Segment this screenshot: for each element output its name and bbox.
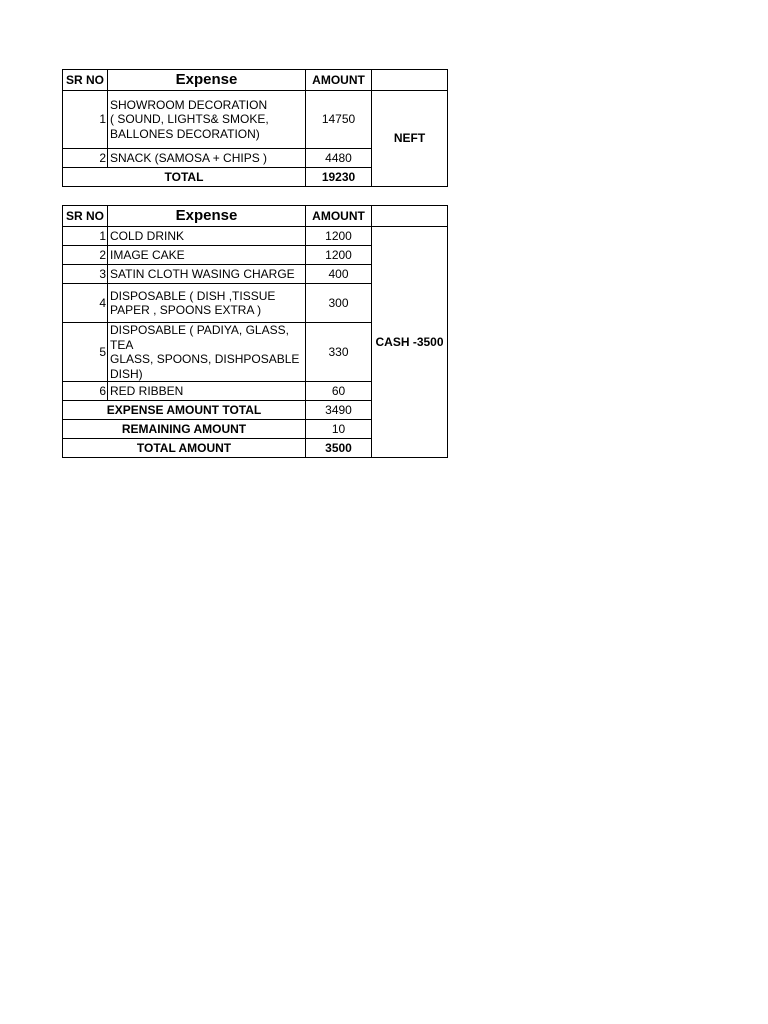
row-amount: 400 (306, 265, 372, 284)
row-sr-no: 1 (63, 91, 108, 149)
total-value: 19230 (306, 168, 372, 187)
total-label: TOTAL (63, 168, 306, 187)
row-description: DISPOSABLE ( PADIYA, GLASS, TEA GLASS, SPOONS, DISHPOSABLE DISH) (108, 323, 306, 382)
row-description: SATIN CLOTH WASING CHARGE (108, 265, 306, 284)
remaining-amount-value: 10 (306, 420, 372, 439)
expense-table-cash (62, 205, 448, 458)
header-mode (372, 70, 448, 91)
expense-total-label: EXPENSE AMOUNT TOTAL (63, 401, 306, 420)
header-mode (372, 206, 448, 227)
row-sr-no: 2 (63, 246, 108, 265)
row-amount: 4480 (306, 149, 372, 168)
row-sr-no: 5 (63, 323, 108, 382)
row-description: RED RIBBEN (108, 382, 306, 401)
header-amount: AMOUNT (306, 206, 372, 227)
expense-total-value: 3490 (306, 401, 372, 420)
row-description: SHOWROOM DECORATION ( SOUND, LIGHTS& SMOKE, BALLONES DECORATION) (108, 91, 306, 149)
payment-mode-label: CASH -3500 (372, 227, 448, 458)
remaining-amount-label: REMAINING AMOUNT (63, 420, 306, 439)
row-sr-no: 2 (63, 149, 108, 168)
total-amount-label: TOTAL AMOUNT (63, 439, 306, 458)
row-description: SNACK (SAMOSA + CHIPS ) (108, 149, 306, 168)
total-amount-value: 3500 (306, 439, 372, 458)
row-amount: 1200 (306, 227, 372, 246)
row-sr-no: 1 (63, 227, 108, 246)
header-sr-no: SR NO (63, 70, 108, 91)
row-sr-no: 4 (63, 284, 108, 323)
row-description: COLD DRINK (108, 227, 306, 246)
payment-mode-label: NEFT (372, 91, 448, 187)
table-row (63, 227, 448, 246)
expense-table-neft (62, 69, 448, 187)
header-expense: Expense (108, 70, 306, 91)
row-amount: 330 (306, 323, 372, 382)
header-sr-no: SR NO (63, 206, 108, 227)
row-amount: 60 (306, 382, 372, 401)
row-amount: 1200 (306, 246, 372, 265)
row-sr-no: 3 (63, 265, 108, 284)
row-amount: 300 (306, 284, 372, 323)
header-expense: Expense (108, 206, 306, 227)
header-amount: AMOUNT (306, 70, 372, 91)
row-sr-no: 6 (63, 382, 108, 401)
row-amount: 14750 (306, 91, 372, 149)
row-description: IMAGE CAKE (108, 246, 306, 265)
table-row (63, 91, 448, 149)
row-description: DISPOSABLE ( DISH ,TISSUE PAPER , SPOONS EXTRA ) (108, 284, 306, 323)
